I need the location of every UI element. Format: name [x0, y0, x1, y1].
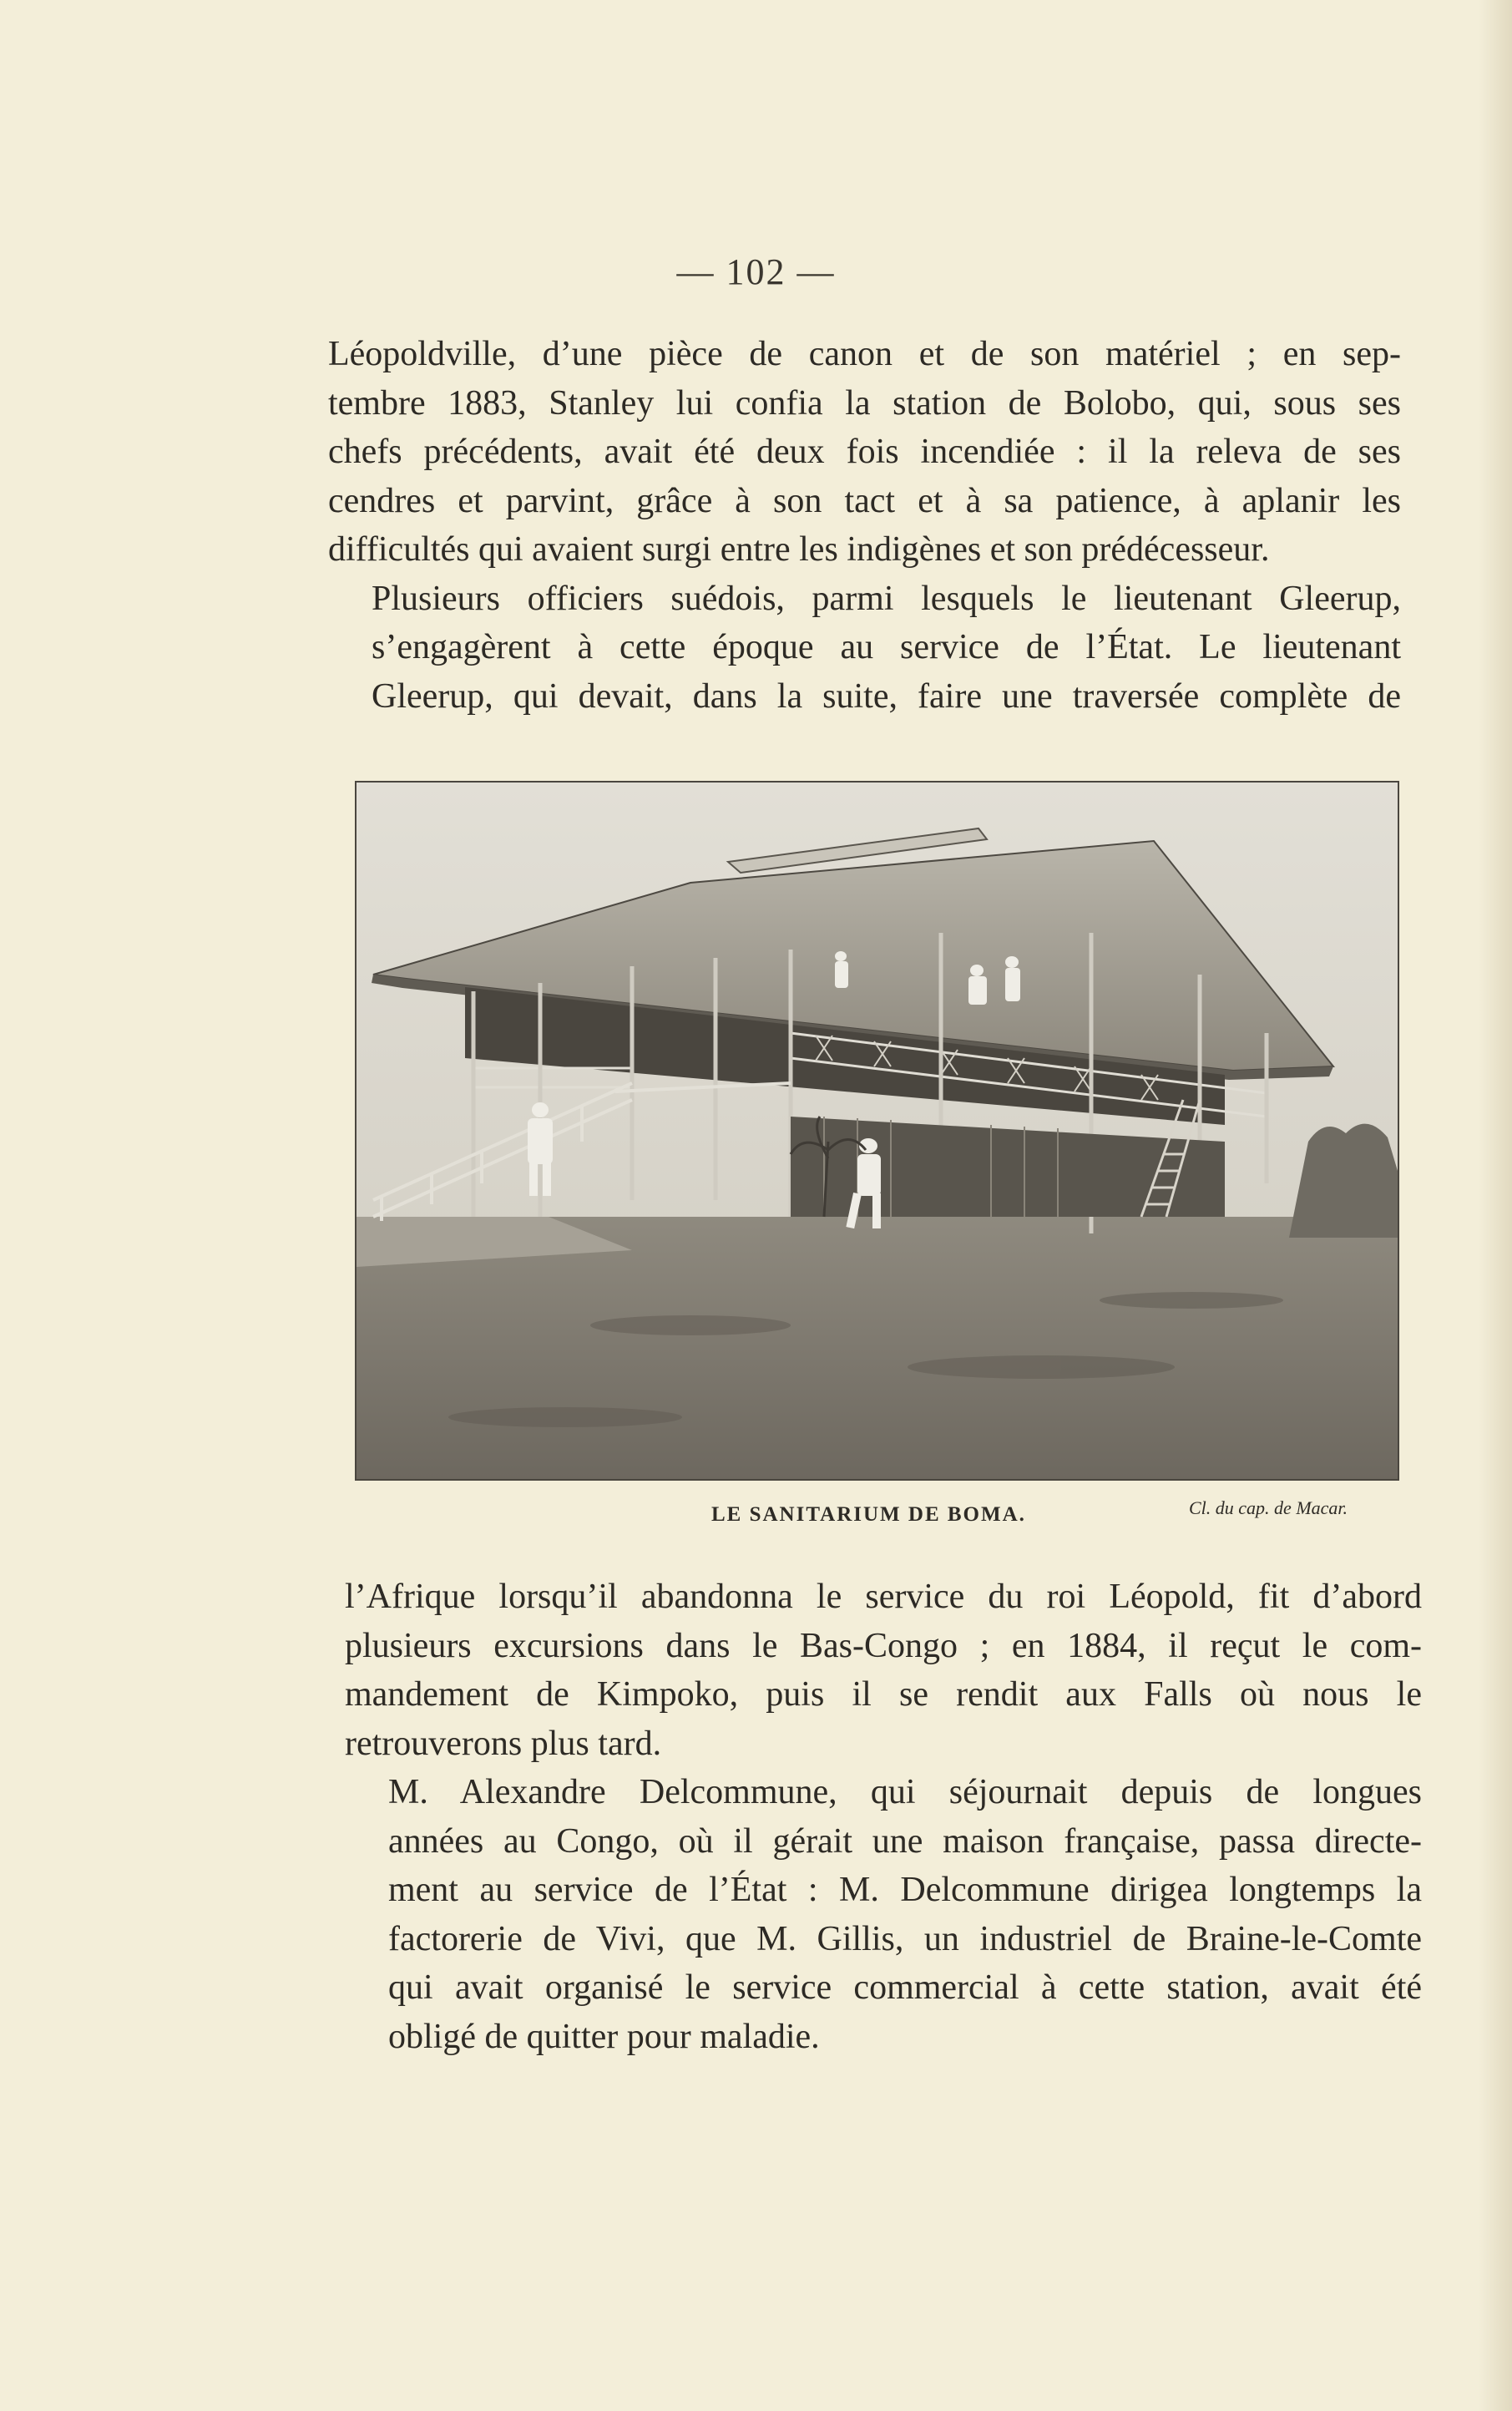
text-line: cendres et parvint, grâce à son tact et à sa patience, à aplanir les: [328, 481, 1401, 520]
text-line: qui avait organisé le service commercial à cette station, avait été: [388, 1968, 1422, 2007]
paragraph-2: [328, 575, 1401, 722]
paragraph-4: [345, 1768, 1422, 2061]
photo-credit: Cl. du cap. de Macar.: [1189, 1497, 1348, 1518]
text-line: M. Alexandre Delcommune, qui séjournait depuis de longues: [388, 1773, 1422, 1811]
paragraph-3: [345, 1573, 1422, 1768]
sanitarium-photograph: [355, 781, 1399, 1481]
text-line: ment au service de l’État : M. Delcommune dirigea longtemps la: [388, 1871, 1422, 1909]
text-line: factorerie de Vivi, que M. Gillis, un industriel de Braine-le-Comte: [388, 1919, 1422, 1958]
text-line: obligé de quitter pour maladie.: [388, 2017, 820, 2056]
text-line: Plusieurs officiers suédois, parmi lesquels le lieutenant Gleerup,: [372, 579, 1401, 618]
text-line: tembre 1883, Stanley lui confia la station de Bolobo, qui, sous ses: [328, 383, 1401, 423]
text-line: s’engagèrent à cette époque au service de l’État. Le lieutenant: [372, 628, 1401, 666]
text-line: l’Afrique lorsqu’il abandonna le service du roi Léopold, fit d’abord: [345, 1578, 1422, 1616]
text-block-bottom: [345, 1573, 1422, 2061]
text-line: difficultés qui avaient surgi entre les indigènes et son prédécesseur.: [328, 530, 1270, 569]
text-block-top: [328, 330, 1401, 721]
text-line: années au Congo, où il gérait une maison française, passa directe-: [388, 1821, 1422, 1861]
text-line: Léopoldville, d’une pièce de canon et de son matériel ; en sep-: [328, 335, 1401, 373]
text-line: retrouverons plus tard.: [345, 1724, 662, 1763]
figure-caption: LE SANITARIUM DE BOMA.: [711, 1503, 1026, 1526]
text-line: Gleerup, qui devait, dans la suite, faire une traversée complète de: [372, 676, 1401, 716]
text-line: chefs précédents, avait été deux fois incendiée : il la releva de ses: [328, 433, 1401, 471]
photo-illustration: [357, 783, 1398, 1479]
text-line: mandement de Kimpoko, puis il se rendit aux Falls où nous le: [345, 1675, 1422, 1714]
text-line: plusieurs excursions dans le Bas-Congo ; en 1884, il reçut le com-: [345, 1626, 1422, 1665]
page-edge-shadow: [1479, 0, 1512, 2411]
page-number: — 102 —: [676, 251, 836, 292]
paragraph-1: [328, 330, 1401, 575]
